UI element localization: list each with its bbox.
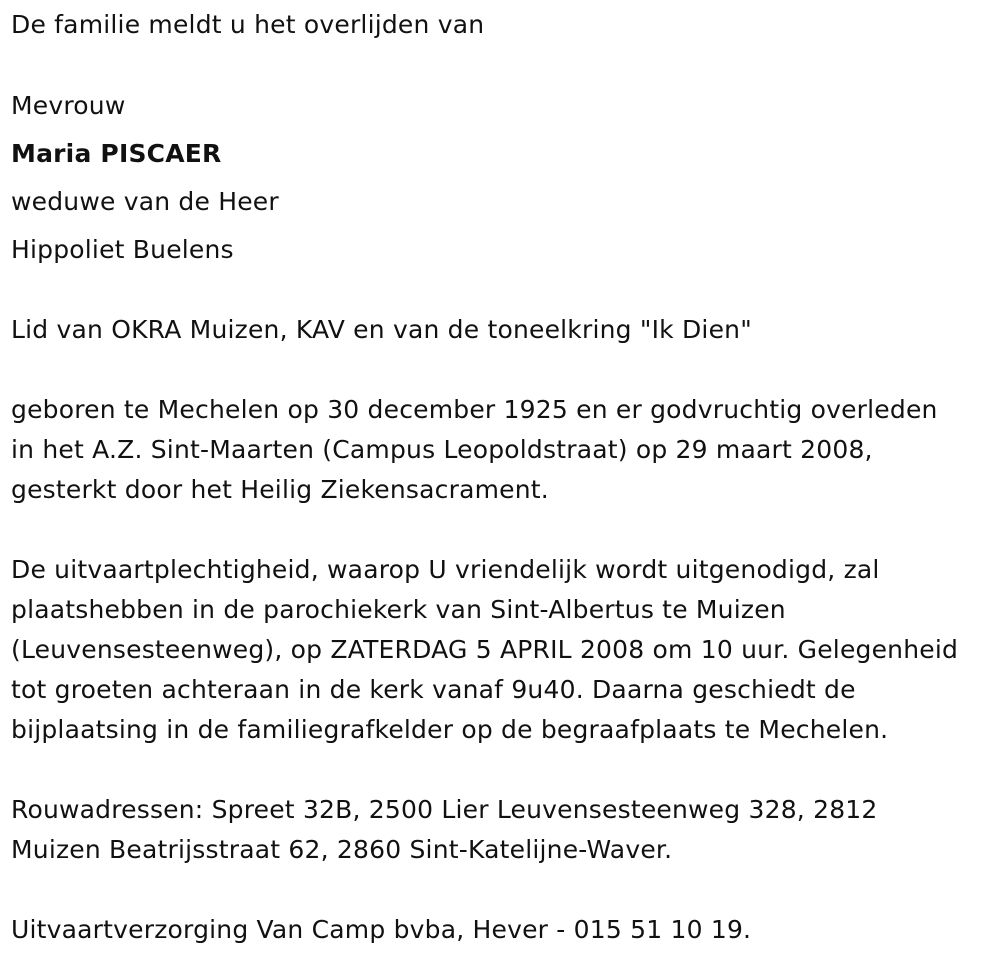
funeral-line-3: (Leuvensesteenweg), op ZATERDAG 5 APRIL 2008 om 10 uur. Gelegenheid — [11, 635, 959, 664]
spouse-line-1: weduwe van de Heer — [11, 187, 279, 216]
birth-death-line-2: in het A.Z. Sint-Maarten (Campus Leopoldstraat) op 29 maart 2008, — [11, 435, 873, 464]
birth-death-line-1: geboren te Mechelen op 30 december 1925 en er godvruchtig overleden — [11, 395, 938, 424]
funeral-line-2: plaatshebben in de parochiekerk van Sint-Albertus te Muizen — [11, 595, 786, 624]
funeral-line-4: tot groeten achteraan in de kerk vanaf 9u40. Daarna geschiedt de — [11, 675, 856, 704]
funeral-line-5: bijplaatsing in de familiegrafkelder op de begraafplaats te Mechelen. — [11, 715, 889, 744]
funeral-line-1: De uitvaartplechtigheid, waarop U vriendelijk wordt uitgenodigd, zal — [11, 555, 880, 584]
title-prefix: Mevrouw — [11, 91, 126, 120]
birth-death-line-3: gesterkt door het Heilig Ziekensacrament. — [11, 475, 549, 504]
undertaker-text: Uitvaartverzorging Van Camp bvba, Hever - 015 51 10 19. — [11, 915, 752, 944]
addresses-line-1: Rouwadressen: Spreet 32B, 2500 Lier Leuvensesteenweg 328, 2812 — [11, 795, 878, 824]
spouse-line-2: Hippoliet Buelens — [11, 235, 234, 264]
deceased-name: Maria PISCAER — [11, 139, 222, 168]
membership-text: Lid van OKRA Muizen, KAV en van de toneelkring "Ik Dien" — [11, 315, 752, 344]
intro-text: De familie meldt u het overlijden van — [11, 10, 485, 39]
addresses-line-2: Muizen Beatrijsstraat 62, 2860 Sint-Katelijne-Waver. — [11, 835, 673, 864]
